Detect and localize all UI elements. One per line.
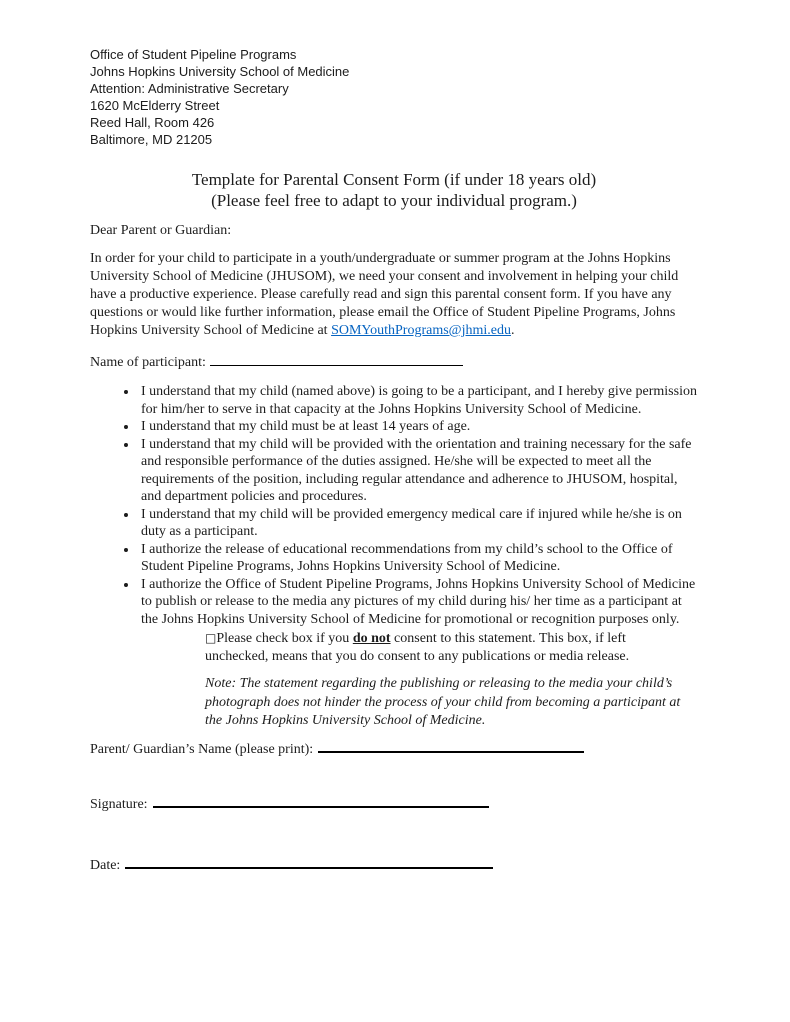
date-label: Date: bbox=[90, 857, 121, 873]
signature-blank-line bbox=[153, 795, 489, 808]
consent-statement-training: • I understand that my child will be provided with the orientation and training necessary for the safe and responsible performance of the duties assigned. He/she will be expected to meet all the requirements of the position, including regular attendance and adherence to JHUSOM, hospital, and department policies and procedures. bbox=[138, 436, 698, 506]
sender-address-block bbox=[90, 46, 698, 148]
intro-paragraph bbox=[90, 250, 698, 340]
opt-out-emphasis: do not bbox=[352, 631, 391, 646]
participant-name-field bbox=[90, 353, 698, 372]
parent-name-blank-line bbox=[318, 740, 584, 753]
consent-statement-participation: • I understand that my child (named above) is going to be a participant, and I hereby give permission for him/her to serve in that capacity at the Johns Hopkins University School of Medicine. bbox=[138, 383, 698, 418]
consent-statement-age: • I understand that my child must be at least 14 years of age. bbox=[138, 418, 698, 436]
salutation: Dear Parent or Guardian: bbox=[90, 223, 232, 238]
participant-name-blank-line bbox=[210, 353, 463, 366]
opt-out-checkbox[interactable]: □ bbox=[205, 631, 217, 645]
media-opt-out-statement bbox=[205, 629, 677, 666]
document-title bbox=[90, 169, 698, 211]
address-line-room: Reed Hall, Room 426 bbox=[90, 115, 215, 130]
intro-text: In order for your child to participate in a youth/undergraduate or summer program at the Johns Hopkins University School of Medicine (JHUSOM), we need your consent and involvement in helping your child have a productive experience. Please carefully read and sign this parental consent form. If you have any questions or would like further information, please email the Office of Student Pipeline Programs, Johns Hopkins University School of Medicine at bbox=[90, 251, 679, 338]
opt-out-text-before: Please check box if you bbox=[216, 631, 353, 646]
opt-out-text-after: consent to this statement. This box, if left unchecked, means that you do consent to any publications or media release. bbox=[205, 631, 630, 664]
signature-field bbox=[90, 795, 698, 814]
address-line-attention: Attention: Administrative Secretary bbox=[90, 81, 289, 96]
date-field bbox=[90, 856, 698, 875]
date-blank-line bbox=[125, 856, 493, 869]
signature-label: Signature: bbox=[90, 796, 148, 812]
document-title-line-1: Template for Parental Consent Form (if under 18 years old) bbox=[191, 170, 597, 189]
parent-name-field bbox=[90, 740, 698, 759]
address-line-street: 1620 McElderry Street bbox=[90, 98, 220, 113]
document-title-line-2: (Please feel free to adapt to your individual program.) bbox=[211, 191, 577, 210]
address-line-office: Office of Student Pipeline Programs bbox=[90, 47, 297, 62]
consent-statement-recommendations: • I authorize the release of educational recommendations from my child’s school to the Office of Student Pipeline Programs, Johns Hopkins University School of Medicine. bbox=[138, 541, 698, 576]
consent-statements-list bbox=[90, 383, 698, 628]
parent-name-label: Parent/ Guardian’s Name (please print): bbox=[90, 741, 314, 757]
address-line-city: Baltimore, MD 21205 bbox=[90, 132, 213, 147]
participant-name-label: Name of participant: bbox=[90, 355, 206, 370]
consent-statement-medical-care: • I understand that my child will be provided emergency medical care if injured while he/she is on duty as a participant. bbox=[138, 506, 698, 541]
intro-period: . bbox=[510, 323, 515, 338]
email-link[interactable]: SOMYouthPrograms@jhmi.edu bbox=[331, 323, 511, 338]
media-release-note: Note: The statement regarding the publishing or releasing to the media your child’s photograph does not hinder the process of your child from becoming a participant at the Johns Hopkins University School of Medicine. bbox=[205, 676, 681, 728]
address-line-institution: Johns Hopkins University School of Medicine bbox=[90, 64, 350, 79]
consent-statement-media: • I authorize the Office of Student Pipeline Programs, Johns Hopkins University School of Medicine to publish or release to the media any pictures of my child during his/ her time as a participant at the Johns Hopkins University School of Medicine for promotional or recognition purposes only. bbox=[138, 576, 698, 629]
